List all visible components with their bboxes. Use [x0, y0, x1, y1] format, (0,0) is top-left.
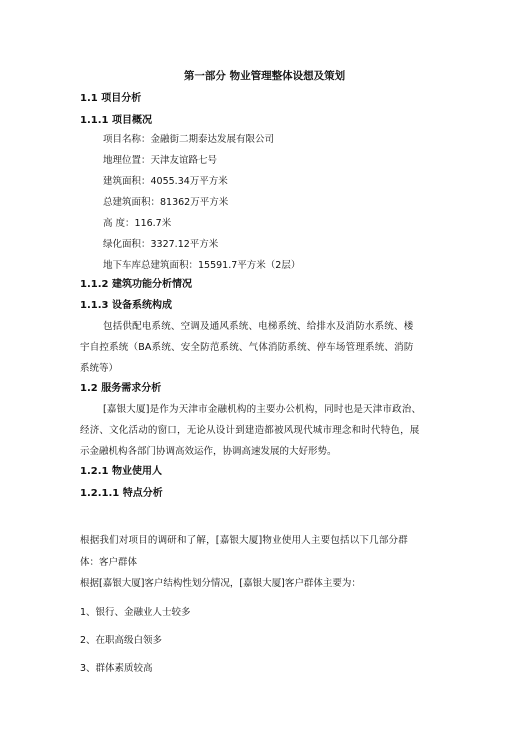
- heading-1-2-1-1: 1.2.1.1 特点分析: [80, 488, 163, 499]
- heading-1-2-1: 1.2.1 物业使用人: [80, 466, 162, 477]
- client-structure-line: 根据[嘉银大厦]客户结构性划分情况，[嘉银大厦]客户群体主要为：: [80, 578, 361, 589]
- equipment-paragraph-line-3: 系统等）: [80, 363, 119, 374]
- heading-1-1-3: 1.1.3 设备系统构成: [80, 300, 172, 311]
- demand-paragraph-line-2: 经济、文化活动的窗口，无论从设计到建造都被风现代城市理念和时代特色，展: [80, 425, 420, 436]
- demand-paragraph-line-3: 示金融机构各部门协调高效运作，协调高速发展的大好形势。: [80, 446, 337, 457]
- green-area-line: 绿化面积：3327.12平方米: [103, 239, 219, 250]
- heading-1-2: 1.2 服务需求分析: [80, 383, 162, 394]
- list-item-3: 3、群体素质较高: [80, 663, 153, 674]
- heading-1-1-2: 1.1.2 建筑功能分析情况: [80, 279, 192, 290]
- total-building-area-line: 总建筑面积：81362万平方米: [103, 197, 229, 208]
- page-title: 第一部分 物业管理整体设想及策划: [183, 70, 346, 82]
- building-area-line: 建筑面积：4055.34万平方米: [103, 176, 228, 187]
- project-name-line: 项目名称：金融街二期泰达发展有限公司: [103, 134, 275, 145]
- research-paragraph-line-1: 根据我们对项目的调研和了解，[嘉银大厦]物业使用人主要包括以下几部分群: [80, 535, 408, 546]
- location-line: 地理位置：天津友谊路七号: [103, 155, 218, 166]
- equipment-paragraph-line-2: 宇自控系统（BA系统、安全防范系统、气体消防系统、停车场管理系统、消防: [80, 342, 414, 353]
- underground-area-line: 地下车库总建筑面积：15591.7平方米（2层）: [103, 260, 301, 271]
- research-paragraph-line-2: 体：客户群体: [80, 557, 138, 568]
- demand-paragraph-line-1: [嘉银大厦]是作为天津市金融机构的主要办公机构，同时也是天津市政治、: [103, 404, 422, 415]
- list-item-2: 2、在职高级白领多: [80, 635, 163, 646]
- heading-1-1: 1.1 项目分析: [80, 93, 142, 104]
- height-line: 高 度：116.7米: [103, 218, 172, 229]
- list-item-1: 1、银行、金融业人士较多: [80, 607, 191, 618]
- heading-1-1-1: 1.1.1 项目概况: [80, 115, 152, 126]
- equipment-paragraph-line-1: 包括供配电系统、空调及通风系统、电梯系统、给排水及消防水系统、楼: [103, 321, 414, 332]
